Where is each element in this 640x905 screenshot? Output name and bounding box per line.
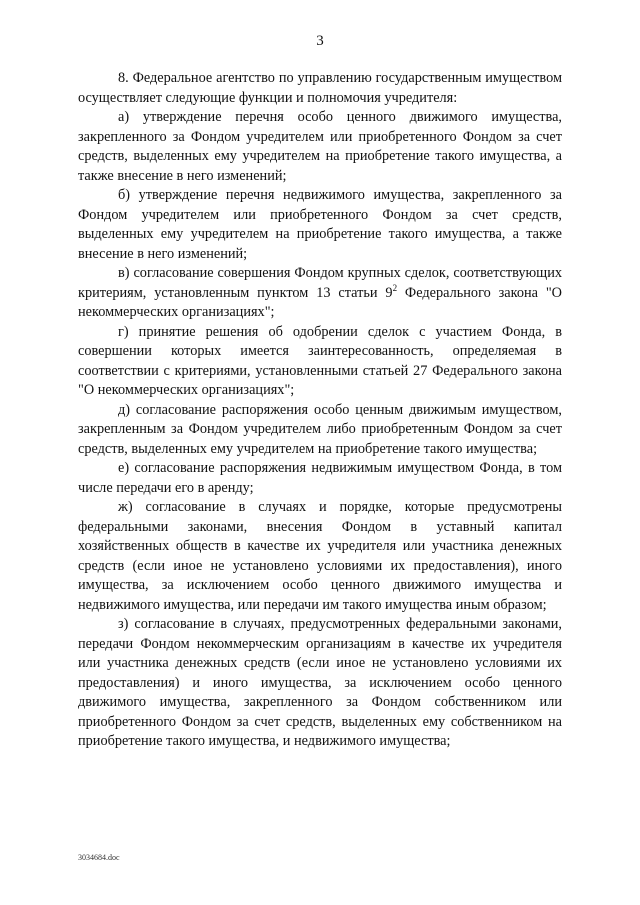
item-b-paragraph: б) утверждение перечня недвижимого имущества, закрепленного за Фондом учредителем или приобретенного Фондом за счет средств, выделенных ему учредителем на приобретение такого имущества, а также внесение в него изменений;	[78, 187, 562, 262]
item-v-text: в) согласование совершения Фондом крупных сделок, соответствующих критериям, установленным пунктом 13 статьи 9	[78, 265, 562, 301]
document-filename: 3034684.doc	[78, 853, 120, 862]
item-g-paragraph: г) принятие решения об одобрении сделок с участием Фонда, в совершении которых имеется заинтересованность, определяемая в соответствии с критериями, установленными статьей 27 Федерального закона "О некоммерческих организациях";	[78, 323, 562, 398]
section-8-intro: 8. Федеральное агентство по управлению государственным имуществом осуществляет следующие функции и полномочия учредителя:	[78, 70, 562, 106]
item-z-paragraph: з) согласование в случаях, предусмотренных федеральными законами, передачи Фондом некоммерческим организациям в качестве их учредителя или участника денежных средств (если иное не установлено условиями их предоставления) и иного имущества, за исключением особо ценного движимого имущества, закрепленного за Фондом собственником или приобретенного Фондом за счет средств, выделенных ему собственником на приобретение такого имущества, и недвижимого имущества;	[78, 616, 562, 749]
item-d-paragraph: д) согласование распоряжения особо ценным движимым имуществом, закрепленным за Фондом учредителем либо приобретенным Фондом за счет средств, выделенных ему учредителем на приобретение такого имущества;	[78, 401, 562, 457]
page-number: 3	[316, 33, 324, 49]
item-e-paragraph: е) согласование распоряжения недвижимым имуществом Фонда, в том числе передачи его в аренду;	[78, 460, 562, 496]
item-zh-paragraph: ж) согласование в случаях и порядке, которые предусмотрены федеральными законами, внесения Фондом в уставный капитал хозяйственных обществ в качестве их учредителя или участника денежных средств (если иное не установлено условиями их предоставления), иного имущества, за исключением особо ценного движимого имущества и недвижимого имущества, или передачи им такого имущества иным образом;	[78, 499, 562, 613]
document-body	[78, 69, 562, 752]
item-v-law-reference: Федерального закона "О некоммерческих организациях";	[78, 284, 562, 320]
article-superscript: 2	[392, 282, 398, 293]
item-v-paragraph	[78, 264, 562, 323]
item-a-paragraph: а) утверждение перечня особо ценного движимого имущества, закрепленного за Фондом учредителем или приобретенного Фондом за счет средств, выделенных ему учредителем на приобретение такого имущества, а также внесение в него изменений;	[78, 109, 562, 184]
